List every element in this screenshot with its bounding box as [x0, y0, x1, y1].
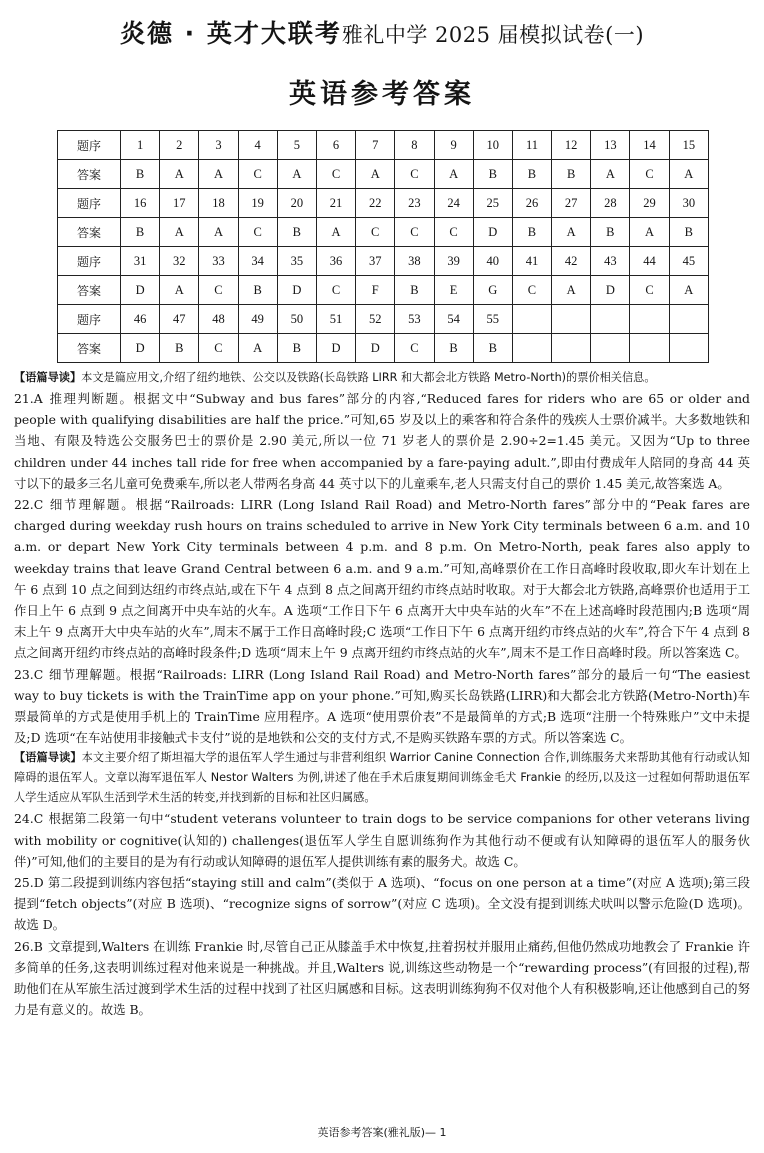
answer-cell: A — [669, 160, 708, 189]
answer-cell: C — [199, 276, 238, 305]
answer-cell: D — [473, 218, 512, 247]
question-number-cell: 15 — [669, 131, 708, 160]
answer-cell: C — [512, 276, 551, 305]
answer-cell: B — [512, 160, 551, 189]
answer-cell — [552, 334, 591, 363]
question-number-cell: 34 — [238, 247, 277, 276]
answer-cell: A — [669, 276, 708, 305]
answer-explanation-25 — [14, 872, 750, 936]
question-number: 23.C — [14, 666, 44, 682]
row-header: 题序 — [58, 247, 121, 276]
answer-cell: B — [121, 218, 160, 247]
question-number-cell: 35 — [277, 247, 316, 276]
brand-title: 炎德 · 英才大联考 — [119, 19, 342, 48]
question-number-cell: 31 — [121, 247, 160, 276]
question-number-cell: 8 — [395, 131, 434, 160]
question-number-cell: 28 — [591, 189, 630, 218]
answer-cell: B — [238, 276, 277, 305]
question-number-cell: 29 — [630, 189, 669, 218]
question-number-cell: 50 — [277, 305, 316, 334]
answer-key-row — [58, 218, 709, 247]
question-number: 21.A — [14, 391, 43, 406]
question-number-cell: 7 — [356, 131, 395, 160]
question-number-cell — [512, 305, 551, 334]
question-number-cell: 16 — [121, 189, 160, 218]
question-number-cell: 20 — [277, 189, 316, 218]
answer-cell: C — [434, 218, 473, 247]
explanation-text: 文章提到,Walters 在训练 Frankie 时,尽管自己正从膝盖手术中恢复,拄着拐杖并服用止痛药,但他仍然成功地教会了 Frankie 许多简单的任务,这表明训练过程对他来说是一种挑战。并且,Walters 说,训练这些动物是一个“rewarding process”(有回报的过程),帮助他们在从军旅生活过渡到学术生活的过程中找到了社区归属感和目标。这表明训练狗狗不仅对他个人有积极影响,还让他感到自己的努力是有意义的。故选 B。 — [14, 938, 750, 1018]
question-number-cell: 36 — [316, 247, 355, 276]
answer-cell: B — [669, 218, 708, 247]
answer-cell: A — [591, 160, 630, 189]
explanation-text: 细节理解题。根据“Railroads: LIRR (Long Island Rail Road) and Metro-North fares”部分中的“Peak fares are charged during weekday rush hours on trains scheduled to arrive in New York City terminals between 6 a.m. and 10 a.m. or depart New York City terminals between 4 p.m. and 8 p.m. On Metro-North, peak fares also apply to weekday trains that leave Grand Central between 6 a.m. and 9 a.m.”可知,高峰票价在工作日高峰时段收取,即火车计划在上午 6 点到 10 点之间到达纽约市终点站,或在下午 4 点到 8 点之间离开纽约市终点站时收取。对于大都会北方铁路,高峰票价也适用于工作日上午 6 点到 9 点之间离开中央车站的火车。A 选项“工作日下午 6 点离开大中央车站的火车”不在上述高峰时段范围内;B 选项“周末上午 9 点离开大中央车站的火车”,周末不属于工作日高峰时段;C 选项“工作日下午 6 点离开纽约市终点站的火车”,符合下午 4 点到 8 点之间离开纽约市终点站的高峰时段条件;D 选项“周末上午 9 点离开纽约市终点站的火车”,周末不是工作日高峰时段。所以答案选 C。 — [14, 497, 750, 661]
guide-text: 本文是篇应用文,介绍了纽约地铁、公交以及铁路(长岛铁路 LIRR 和大都会北方铁路 Metro-North)的票价相关信息。 — [81, 371, 656, 384]
answer-cell: B — [277, 218, 316, 247]
answer-cell: D — [121, 334, 160, 363]
question-number-cell: 47 — [160, 305, 199, 334]
answer-cell — [512, 334, 551, 363]
question-number-cell: 18 — [199, 189, 238, 218]
question-number-cell: 6 — [316, 131, 355, 160]
reading-guide-2 — [14, 748, 750, 808]
question-number-cell: 1 — [121, 131, 160, 160]
answer-cell: B — [434, 334, 473, 363]
row-header: 答案 — [58, 334, 121, 363]
answer-cell: A — [160, 276, 199, 305]
question-number-cell: 40 — [473, 247, 512, 276]
question-number-cell: 52 — [356, 305, 395, 334]
answer-key-row — [58, 160, 709, 189]
exam-title: 雅礼中学 2025 届模拟试卷(一) — [341, 23, 645, 47]
explanation-text: 细节理解题。根据“Railroads: LIRR (Long Island Rail Road) and Metro-North fares”部分的最后一句“The easiest way to buy tickets is with the TrainTime app on your phone.”可知,购买长岛铁路(LIRR)和大都会北方铁路(Metro-North)车票最简单的方式是使用手机上的 TrainTime 应用程序。A 选项“使用票价表”不是最简单的方式;B 选项“注册一个特殊账户”文中未提及;D 选项“在车站使用非接触式卡支付”说的是地铁和公交的支付方式,不是购买铁路车票的方式。所以答案选 C。 — [14, 666, 750, 746]
answer-cell: B — [121, 160, 160, 189]
answer-explanation-21 — [14, 388, 750, 494]
answer-cell: C — [316, 276, 355, 305]
answer-cell: C — [395, 218, 434, 247]
question-number-cell: 53 — [395, 305, 434, 334]
question-number-cell: 42 — [552, 247, 591, 276]
answer-cell: A — [277, 160, 316, 189]
question-number-cell: 43 — [591, 247, 630, 276]
answer-explanation-24 — [14, 808, 750, 872]
answer-cell: B — [160, 334, 199, 363]
row-header: 题序 — [58, 305, 121, 334]
answer-cell: B — [552, 160, 591, 189]
explanation-text: 根据第二段第一句中“student veterans volunteer to train dogs to be service companions for other veterans living with mobility or cognitive(认知的) challenges(退伍军人学生自愿训练狗作为其他行动不便或有认知障碍的退伍军人的服务伙伴)”可知,他们的主要目的是为有行动或认知障碍的退伍军人提供训练有素的服务犬。故选 C。 — [14, 811, 750, 869]
answer-cell: A — [238, 334, 277, 363]
question-number-cell: 37 — [356, 247, 395, 276]
row-header: 题序 — [58, 131, 121, 160]
answer-key-row — [58, 276, 709, 305]
answer-cell: C — [630, 276, 669, 305]
answer-cell: C — [238, 218, 277, 247]
question-number-cell: 17 — [160, 189, 199, 218]
answer-cell: B — [473, 160, 512, 189]
question-number-row — [58, 189, 709, 218]
question-number-cell: 14 — [630, 131, 669, 160]
question-number: 26.B — [14, 938, 43, 954]
question-number-cell: 13 — [591, 131, 630, 160]
answer-cell: B — [591, 218, 630, 247]
answer-cell: C — [316, 160, 355, 189]
page-header — [0, 14, 764, 54]
question-number-cell: 41 — [512, 247, 551, 276]
question-number-cell: 48 — [199, 305, 238, 334]
row-header: 题序 — [58, 189, 121, 218]
explanation-text: 推理判断题。根据文中“Subway and bus fares”部分的内容,“Reduced fares for riders who are 65 or older and people with qualifying disabilities are half the price.”可知,65 岁及以上的乘客和符合条件的残疾人士票价减半。大多数地铁和当地、有限及特选公交服务巴士的票价是 2.90 美元,所以一位 71 岁老人的票价是 2.90÷2=1.45 美元。又因为“Up to three children under 44 inches tall ride for free when accompanied by a fare-paying adult.”,即由付费成年人陪同的身高 44 英寸以下的最多三名儿童可免费乘车,所以老人带两名身高 44 英寸以下的儿童乘车,老人只需支付自己的票价 1.45 美元,故答案选 A。 — [14, 391, 750, 491]
question-number: 25.D — [14, 875, 44, 891]
explanations — [14, 368, 750, 1020]
answer-cell: A — [552, 276, 591, 305]
question-number-cell: 23 — [395, 189, 434, 218]
answer-explanation-22 — [14, 494, 750, 664]
question-number-cell: 46 — [121, 305, 160, 334]
answer-cell: C — [238, 160, 277, 189]
question-number-cell: 44 — [630, 247, 669, 276]
question-number-cell: 39 — [434, 247, 473, 276]
row-header: 答案 — [58, 218, 121, 247]
question-number-cell: 38 — [395, 247, 434, 276]
reading-guide-1 — [14, 368, 750, 388]
answer-cell: C — [395, 160, 434, 189]
question-number-cell — [591, 305, 630, 334]
answer-explanation-26 — [14, 936, 750, 1021]
question-number-cell — [552, 305, 591, 334]
answer-cell: A — [552, 218, 591, 247]
answer-cell: C — [356, 218, 395, 247]
question-number-cell: 3 — [199, 131, 238, 160]
question-number-cell: 33 — [199, 247, 238, 276]
guide-tag: 【语篇导读】 — [14, 751, 82, 765]
answer-cell: D — [277, 276, 316, 305]
answer-cell: D — [591, 276, 630, 305]
answer-cell: G — [473, 276, 512, 305]
question-number-cell: 25 — [473, 189, 512, 218]
page-subtitle: 英语参考答案 — [289, 79, 475, 110]
guide-tag: 【语篇导读】 — [14, 371, 82, 384]
row-header: 答案 — [58, 276, 121, 305]
guide-text: 本文主要介绍了斯坦福大学的退伍军人学生通过与非营利组织 Warrior Canine Connection 合作,训练服务犬来帮助其他有行动或认知障碍的退伍军人。文章以海军退伍军人 Nestor Walters 为例,讲述了他在手术后康复期间训练金毛犬 Frankie 的经历,以及这一过程如何帮助退伍军人学生适应从军队生活到学术生活的转变,并找到新的目标和社区归属感。 — [14, 751, 750, 805]
answer-cell: A — [160, 218, 199, 247]
question-number: 22.C — [14, 497, 44, 513]
question-number-cell: 21 — [316, 189, 355, 218]
answer-table — [57, 130, 709, 363]
question-number-cell: 11 — [512, 131, 551, 160]
question-number-cell — [630, 305, 669, 334]
question-number-cell: 22 — [356, 189, 395, 218]
question-number-cell: 51 — [316, 305, 355, 334]
question-number-cell: 19 — [238, 189, 277, 218]
answer-cell: D — [121, 276, 160, 305]
question-number-cell: 26 — [512, 189, 551, 218]
answer-cell: B — [277, 334, 316, 363]
answer-cell: D — [316, 334, 355, 363]
answer-cell: A — [199, 218, 238, 247]
answer-cell: B — [395, 276, 434, 305]
answer-cell — [630, 334, 669, 363]
answer-cell: E — [434, 276, 473, 305]
explanation-text: 第二段提到训练内容包括“staying still and calm”(类似于 A 选项)、“focus on one person at a time”(对应 A 选项);第三段提到“fetch objects”(对应 B 选项)、“recognize signs of sorrow”(对应 C 选项)。全文没有提到训练犬吠叫以警示危险(D 选项)。故选 D。 — [14, 875, 750, 933]
question-number-cell: 55 — [473, 305, 512, 334]
answer-cell: A — [630, 218, 669, 247]
answer-cell: C — [630, 160, 669, 189]
answer-cell: A — [434, 160, 473, 189]
question-number-cell: 5 — [277, 131, 316, 160]
answer-cell: B — [512, 218, 551, 247]
answer-key-row — [58, 334, 709, 363]
page-footer: 英语参考答案(雅礼版)— 1 — [317, 1126, 447, 1139]
question-number-cell: 12 — [552, 131, 591, 160]
question-number-row — [58, 131, 709, 160]
answer-cell: A — [160, 160, 199, 189]
question-number-cell: 27 — [552, 189, 591, 218]
question-number-cell: 10 — [473, 131, 512, 160]
answer-cell: C — [395, 334, 434, 363]
answer-cell: A — [316, 218, 355, 247]
answer-cell: F — [356, 276, 395, 305]
question-number-cell: 9 — [434, 131, 473, 160]
answer-explanation-23 — [14, 664, 750, 749]
question-number-cell: 49 — [238, 305, 277, 334]
question-number-cell: 2 — [160, 131, 199, 160]
question-number-cell: 30 — [669, 189, 708, 218]
question-number-row — [58, 305, 709, 334]
answer-cell — [669, 334, 708, 363]
answer-cell: B — [473, 334, 512, 363]
question-number-row — [58, 247, 709, 276]
question-number-cell — [669, 305, 708, 334]
question-number-cell: 45 — [669, 247, 708, 276]
row-header: 答案 — [58, 160, 121, 189]
question-number-cell: 24 — [434, 189, 473, 218]
answer-cell: A — [356, 160, 395, 189]
answer-cell: C — [199, 334, 238, 363]
answer-cell — [591, 334, 630, 363]
question-number-cell: 54 — [434, 305, 473, 334]
question-number-cell: 4 — [238, 131, 277, 160]
answer-cell: D — [356, 334, 395, 363]
question-number: 24.C — [14, 811, 44, 827]
question-number-cell: 32 — [160, 247, 199, 276]
answer-cell: A — [199, 160, 238, 189]
